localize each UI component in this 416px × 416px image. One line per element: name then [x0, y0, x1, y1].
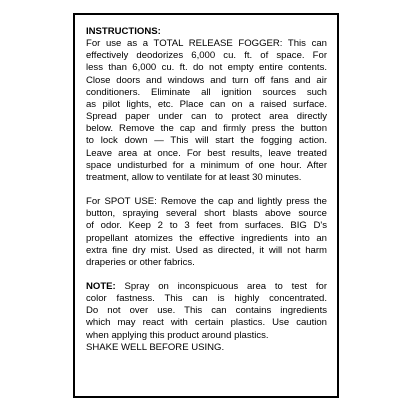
- instructions-line: as pilot lights, etc. Place can on a raised surface.: [86, 98, 327, 110]
- instructions-line: treatment, allow to ventilate for at least 30 minutes.: [86, 171, 302, 183]
- note-line: which may react with certain plastics. Use caution: [86, 317, 327, 329]
- instructions-line: less than 6,000 cu. ft. do not empty entire contents.: [86, 62, 327, 74]
- note-first-line-text: Spray on inconspicuous area to test for: [115, 280, 327, 292]
- spot-use-section: [86, 196, 327, 269]
- instructions-line: below. Remove the cap and firmly press the button: [86, 123, 327, 135]
- spot-use-line: of odor. Keep 2 to 3 feet from surfaces. BIG D's: [86, 220, 327, 232]
- note-line: Do not over use. This can contains ingredients: [86, 305, 327, 317]
- instructions-section: [86, 26, 327, 184]
- note-line: when applying this product around plastics.: [86, 329, 269, 341]
- spot-use-line: For SPOT USE: Remove the cap and lightly press the: [86, 196, 327, 208]
- instructions-label: [73, 13, 339, 398]
- instructions-heading: INSTRUCTIONS:: [86, 26, 161, 37]
- spot-use-line: extra fine dry mist. Used as directed, it will not harm: [86, 244, 327, 256]
- instructions-line: effectively deodorizes 6,000 cu. ft. of space. For: [86, 50, 327, 62]
- note-label: NOTE:: [86, 280, 116, 292]
- instructions-line: to lock down — This will start the fogging action.: [86, 135, 327, 147]
- spot-use-line: draperies or other fabrics.: [86, 256, 195, 268]
- instructions-line: Spread paper under can to protect area directly: [86, 111, 327, 123]
- section-divider: [86, 184, 327, 196]
- instructions-paragraph: [86, 38, 327, 184]
- instructions-line: For use as a TOTAL RELEASE FOGGER: This can: [86, 38, 327, 50]
- instructions-line: space undisturbed for a minimum of one hour. After: [86, 159, 327, 171]
- note-first-line: [86, 281, 327, 293]
- instructions-line: conditioners. Eliminate all ignition sources such: [86, 86, 327, 98]
- note-section: [86, 281, 327, 354]
- spot-use-line: button, spraying several short blasts above source: [86, 208, 327, 220]
- instructions-line: Close doors and windows and turn off fans and air: [86, 74, 327, 86]
- note-line: color fastness. This can is highly concentrated.: [86, 293, 327, 305]
- note-line: SHAKE WELL BEFORE USING.: [86, 341, 225, 353]
- spot-use-line: propellant atomizes the effective ingredients into an: [86, 232, 327, 244]
- instructions-line: Leave area at once. For best results, leave treated: [86, 147, 327, 159]
- section-divider: [86, 269, 327, 281]
- spot-use-paragraph: [86, 196, 327, 269]
- note-paragraph: [86, 281, 327, 354]
